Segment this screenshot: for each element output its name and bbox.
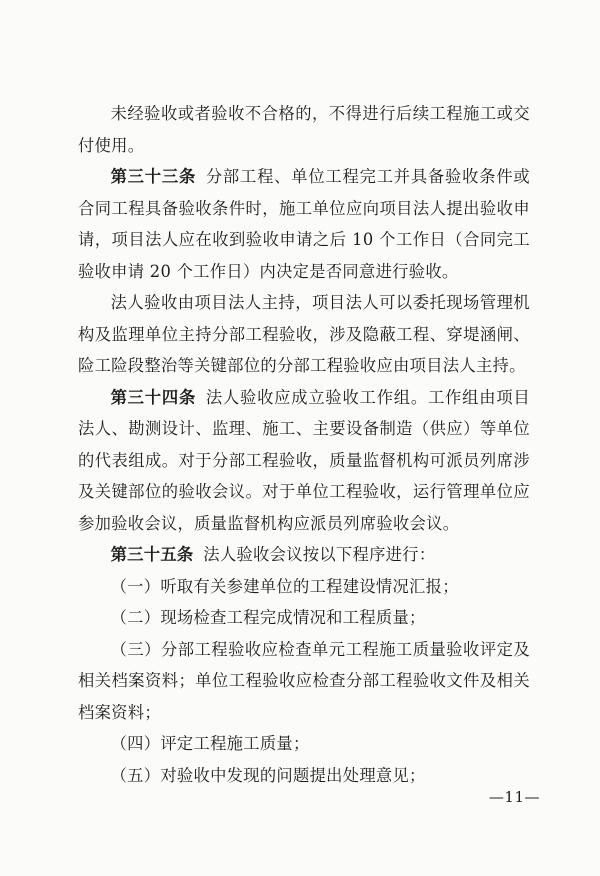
paragraph-text: （一）听取有关参建单位的工程建设情况汇报；: [110, 576, 459, 596]
article-number: 第三十五条: [110, 545, 194, 564]
article-number: 第三十四条: [110, 387, 197, 407]
page-number: —11—: [488, 788, 540, 806]
paragraph-text: 法人验收会议按以下程序进行：: [203, 545, 436, 564]
paragraph-text: （四）评定工程施工质量；: [110, 734, 310, 753]
paragraph-article-34: [78, 382, 530, 540]
paragraph-text: （三）分部工程验收应检查单元工程施工质量验收评定及相关档案资料；单位工程验收应检查分部工程验收文件及相关档案资料；: [78, 639, 530, 722]
paragraph-text: 法人验收应成立验收工作组。工作组由项目法人、勘测设计、监理、施工、主要设备制造（供应）等单位的代表组成。对于分部工程验收，质量监督机构可派员列席涉及关键部位的验收会议。对于单位工程验收，运行管理单位应参加验收会议，质量监督机构应派员列席验收会议。: [78, 387, 530, 533]
paragraph-text: （五）对验收中发现的问题提出处理意见；: [110, 765, 426, 785]
paragraph-1: [78, 98, 530, 161]
list-item-5: [78, 760, 530, 792]
body-text: [78, 98, 530, 791]
list-item-2: [78, 602, 530, 634]
paragraph-article-33: [78, 161, 530, 287]
article-number: 第三十三条: [110, 167, 197, 186]
paragraph-text: 未经验收或者验收不合格的，不得进行后续工程施工或交付使用。: [78, 104, 530, 155]
paragraph-text: （二）现场检查工程完成情况和工程质量；: [110, 608, 426, 627]
paragraph-article-35: [78, 539, 530, 571]
paragraph-3: [78, 287, 530, 382]
paragraph-text: 分部工程、单位工程完工并具备验收条件或合同工程具备验收条件时，施工单位应向项目法人提出验收申请，项目法人应在收到验收申请之后 10 个工作日（合同完工验收申请 20 个工作日）内决定是否同意进行验收。: [78, 167, 530, 281]
list-item-3: [78, 634, 530, 729]
list-item-4: [78, 728, 530, 760]
list-item-1: [78, 571, 530, 603]
paragraph-text: 法人验收由项目法人主持，项目法人可以委托现场管理机构及监理单位主持分部工程验收，涉及隐蔽工程、穿堤涵闸、险工险段整治等关键部位的分部工程验收应由项目法人主持。: [78, 293, 530, 375]
